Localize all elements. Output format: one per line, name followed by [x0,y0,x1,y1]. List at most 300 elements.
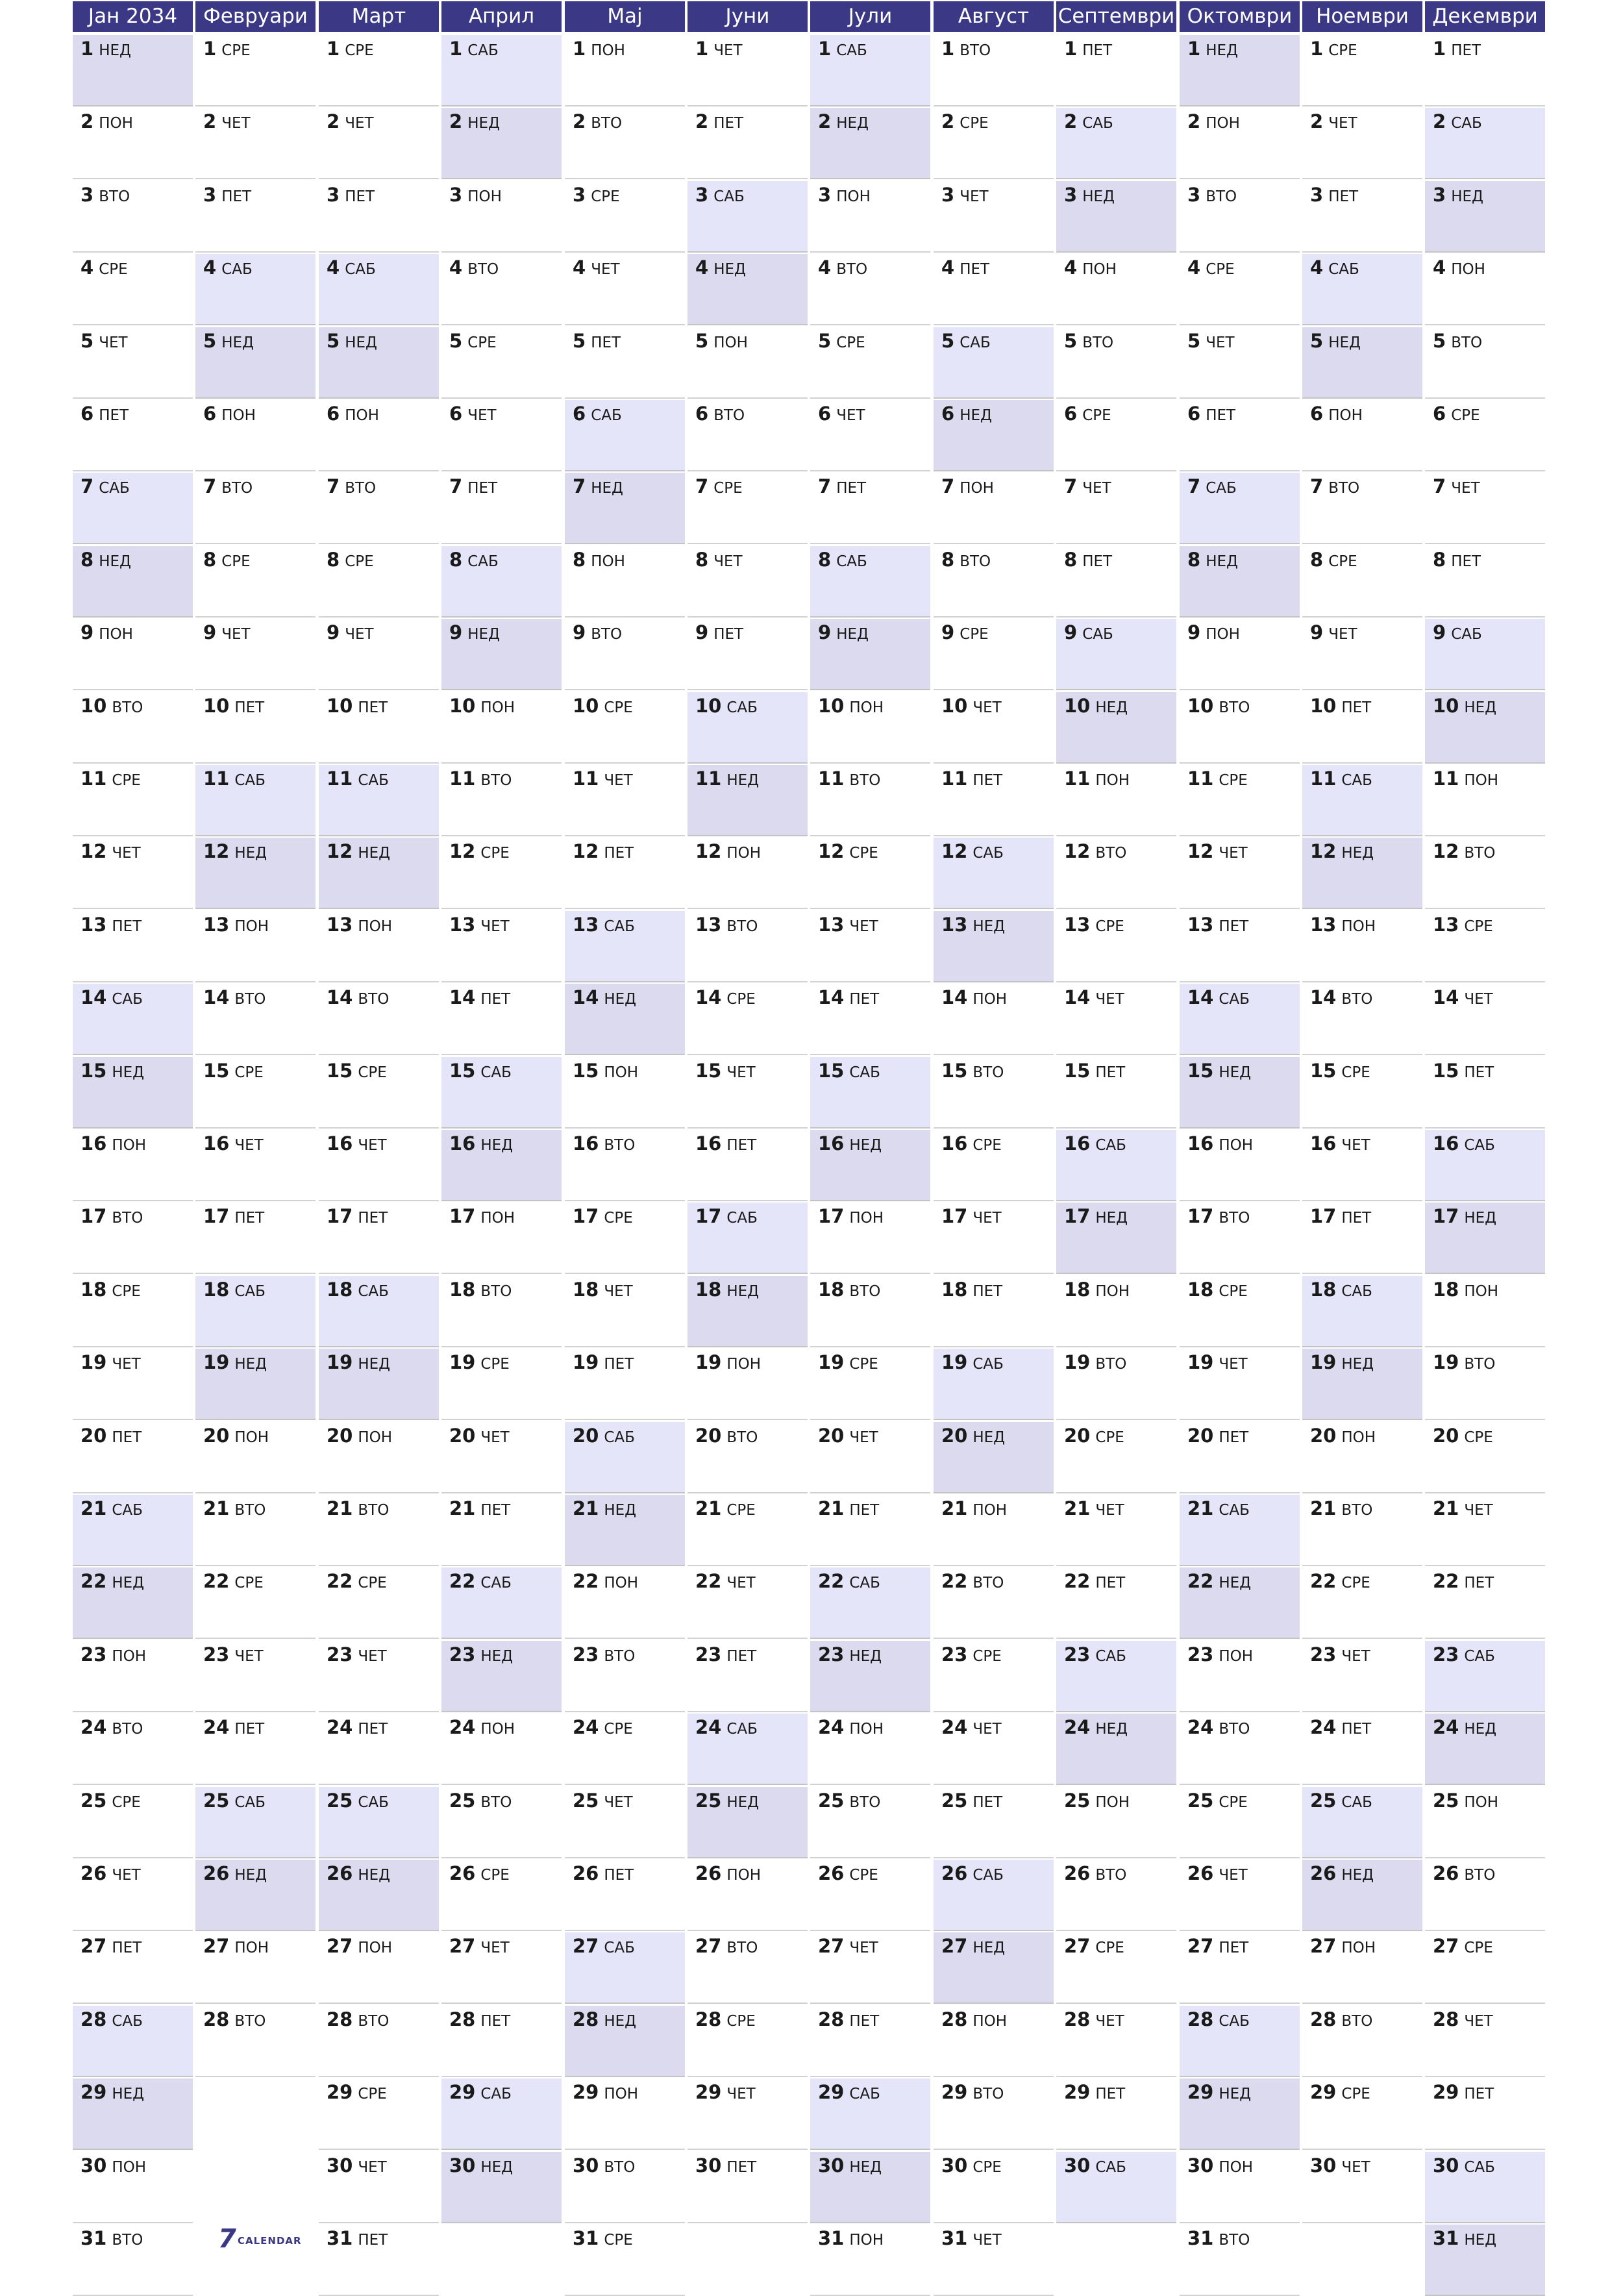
day-number: 22 СРЕ [327,1570,387,1592]
day-cell [1180,1932,1300,2004]
day-number: 31 ВТО [80,2227,143,2249]
day-cell [319,1860,439,1931]
day-number: 19 ЧЕТ [80,1351,141,1373]
day-cell [810,181,930,253]
day-number: 3 ЧЕТ [941,184,989,206]
weekday-label: ПОН [713,334,748,351]
day-number: 5 ВТО [1433,330,1483,352]
day-number: 25 СРЕ [1187,1790,1248,1812]
day-number: 26 ЧЕТ [80,1862,141,1884]
month-column [195,1,316,2030]
day-number: 26 СРЕ [449,1862,510,1884]
day-cell [441,2152,562,2223]
weekday-label: ЧЕТ [591,261,620,278]
day-number: 4 ВТО [818,256,868,279]
day-cell [319,473,439,544]
day-number: 7 ПЕТ [818,475,867,497]
weekday-label: ПОН [112,1648,147,1665]
day-number: 14 ПЕТ [818,986,880,1008]
day-number: 26 САБ [941,1862,1004,1884]
day-cell [565,1641,685,1712]
weekday-label: ЧЕТ [960,188,989,205]
day-number: 26 ПОН [695,1862,762,1884]
day-cell [319,838,439,909]
day-cell [73,2078,193,2150]
day-number: 2 НЕД [449,110,500,132]
weekday-label: СРЕ [836,334,865,351]
day-cell [1302,2006,1422,2077]
weekday-label: НЕД [1328,334,1361,351]
day-cell [687,35,808,106]
weekday-label: ПОН [1219,1137,1254,1154]
weekday-label: ЧЕТ [358,1137,387,1154]
brand-logo-mark: 7 [218,2224,236,2254]
day-number: 18 САБ [327,1279,389,1301]
day-cell [934,181,1054,253]
weekday-label: ПОН [467,188,502,205]
day-number: 15 ПЕТ [1064,1060,1126,1082]
day-number: 23 ПОН [80,1643,147,1666]
day-cell [195,181,316,253]
day-number: 23 ЧЕТ [203,1643,264,1666]
weekday-label: ПОН [1206,626,1240,643]
day-number: 9 СРЕ [941,621,989,643]
weekday-label: ПЕТ [604,1356,634,1373]
weekday-label: ЧЕТ [1464,2013,1493,2030]
day-number: 28 ВТО [203,2008,266,2030]
day-number: 3 ВТО [80,184,130,206]
weekday-label: ЧЕТ [1219,845,1248,862]
day-cell [565,1714,685,1785]
day-cell [687,1860,808,1931]
day-cell [195,254,316,325]
weekday-label: ПЕТ [726,2159,757,2176]
weekday-label: ЧЕТ [112,845,141,862]
weekday-label: САБ [1341,772,1372,789]
day-number: 25 СРЕ [80,1790,141,1812]
weekday-label: ПЕТ [960,261,990,278]
day-number: 28 ПЕТ [818,2008,880,2030]
day-number: 5 САБ [941,330,991,352]
day-number: 6 ЧЕТ [818,403,865,425]
weekday-label: СРЕ [1219,772,1248,789]
day-number: 10 НЕД [1433,695,1497,717]
weekday-label: ВТО [604,1648,636,1665]
day-number: 5 ВТО [1064,330,1114,352]
day-cell [1302,1495,1422,1566]
weekday-label: ПЕТ [1219,1940,1249,1956]
day-number: 20 ПОН [1310,1425,1376,1447]
weekday-label: ВТО [467,261,499,278]
day-cell [1180,546,1300,618]
day-number: 4 СРЕ [1187,256,1235,279]
day-cell [195,1349,316,1420]
day-cell [1056,1349,1176,1420]
day-number: 27 ПОН [327,1935,393,1957]
weekday-label: ПОН [480,1210,515,1227]
day-number: 14 ПЕТ [449,986,511,1008]
weekday-label: ВТО [1219,699,1250,716]
day-cell [810,108,930,179]
day-number: 20 САБ [573,1425,635,1447]
weekday-label: ЧЕТ [345,626,374,643]
day-cell [319,765,439,836]
weekday-label: ПЕТ [358,699,388,716]
weekday-label: САБ [234,1283,266,1300]
day-number: 2 САБ [1433,110,1482,132]
weekday-label: ПОН [972,991,1008,1008]
weekday-label: ПЕТ [1095,1064,1126,1081]
day-number: 3 НЕД [1064,184,1115,206]
day-number: 17 НЕД [1064,1205,1128,1227]
weekday-label: ПЕТ [972,772,1003,789]
day-number: 12 НЕД [1310,840,1374,862]
weekday-label: ПОН [345,407,379,424]
day-number: 29 ЧЕТ [695,2081,756,2103]
weekday-label: ВТО [1095,1356,1127,1373]
day-cell [1425,838,1545,909]
day-number: 19 ВТО [1433,1351,1496,1373]
day-number: 15 ВТО [941,1060,1004,1082]
day-number: 28 ВТО [327,2008,390,2030]
weekday-label: ПЕТ [345,188,375,205]
weekday-label: ПОН [1464,1283,1499,1300]
day-cell [1425,1860,1545,1931]
day-number: 24 ПЕТ [327,1716,388,1738]
day-number: 28 САБ [1187,2008,1250,2030]
day-cell [195,838,316,909]
day-cell [565,1567,685,1639]
day-number: 6 ПЕТ [80,403,129,425]
day-cell [1302,1787,1422,1858]
weekday-label: ЧЕТ [480,918,510,935]
weekday-label: ПЕТ [1095,2086,1126,2103]
day-number: 2 ПЕТ [695,110,744,132]
day-number: 4 ВТО [449,256,499,279]
weekday-label: ПОН [1451,261,1485,278]
day-number: 15 САБ [449,1060,512,1082]
day-cell [934,1860,1054,1931]
day-cell [1180,765,1300,836]
day-cell [319,35,439,106]
weekday-label: ЧЕТ [1341,1137,1370,1154]
weekday-label: ЧЕТ [1219,1356,1248,1373]
day-cell [934,2152,1054,2223]
weekday-label: ПОН [726,1867,762,1884]
month-column [687,1,808,2177]
day-number: 12 САБ [941,840,1004,862]
weekday-label: ПОН [1095,772,1130,789]
day-cell [810,254,930,325]
weekday-label: САБ [591,407,622,424]
day-number: 21 ПЕТ [449,1497,511,1519]
weekday-label: САБ [604,1940,635,1956]
day-cell [319,1932,439,2004]
day-number: 3 СРЕ [573,184,620,206]
day-number: 19 НЕД [203,1351,267,1373]
weekday-label: СРЕ [726,1502,756,1519]
weekday-label: СРЕ [1082,407,1111,424]
day-cell [565,619,685,690]
day-cell [1056,984,1176,1055]
weekday-label: ПОН [480,699,515,716]
day-number: 4 САБ [1310,256,1359,279]
day-number: 23 ПЕТ [695,1643,757,1666]
day-number: 9 НЕД [449,621,500,643]
day-number: 14 ЧЕТ [1064,986,1124,1008]
weekday-label: ЧЕТ [604,772,633,789]
day-number: 3 ПОН [818,184,871,206]
weekday-label: НЕД [1095,699,1128,716]
day-cell [810,1057,930,1129]
day-number: 28 СРЕ [695,2008,756,2030]
weekday-label: ЧЕТ [234,1137,264,1154]
weekday-label: ПЕТ [112,1940,142,1956]
weekday-label: СРЕ [480,845,510,862]
weekday-label: ПЕТ [1219,918,1249,935]
weekday-label: ВТО [1206,188,1237,205]
day-number: 6 ВТО [695,403,745,425]
day-cell [1180,1349,1300,1420]
day-cell [934,1422,1054,1493]
day-number: 28 ЧЕТ [1064,2008,1124,2030]
month-header: Ноември [1302,1,1422,32]
day-cell [195,765,316,836]
day-number: 9 ПЕТ [695,621,744,643]
day-cell [1180,108,1300,179]
day-cell [687,1567,808,1639]
month-header: Јуни [687,1,808,32]
day-number: 25 ЧЕТ [573,1790,633,1812]
weekday-label: НЕД [849,1137,882,1154]
day-cell [319,1567,439,1639]
day-number: 16 САБ [1433,1132,1495,1154]
day-number: 15 НЕД [80,1060,145,1082]
weekday-label: НЕД [1464,2232,1497,2249]
weekday-label: САБ [1451,115,1482,132]
weekday-label: ПЕТ [112,1429,142,1446]
weekday-label: ПОН [972,2013,1008,2030]
day-number: 19 СРЕ [449,1351,510,1373]
day-number: 28 ПЕТ [449,2008,511,2030]
day-number: 27 ВТО [695,1935,758,1957]
weekday-label: НЕД [726,772,760,789]
weekday-label: ПОН [112,2159,147,2176]
weekday-label: ПЕТ [1095,1575,1126,1591]
weekday-label: САБ [713,188,745,205]
weekday-label: ПЕТ [849,991,880,1008]
day-number: 10 НЕД [1064,695,1128,717]
day-cell [319,911,439,982]
weekday-label: НЕД [972,1940,1006,1956]
weekday-label: НЕД [1082,188,1115,205]
day-cell [195,1276,316,1347]
day-cell [441,327,562,399]
day-number: 31 СРЕ [573,2227,633,2249]
day-cell [73,1057,193,1129]
day-cell [441,765,562,836]
day-cell [319,619,439,690]
weekday-label: ЧЕТ [1328,115,1357,132]
weekday-label: САБ [112,2013,143,2030]
weekday-label: НЕД [1095,1721,1128,1738]
day-number: 22 САБ [449,1570,512,1592]
day-cell [1056,1932,1176,2004]
day-cell [441,1422,562,1493]
day-number: 30 САБ [1433,2154,1495,2177]
day-number: 9 ЧЕТ [203,621,251,643]
day-cell [1056,1276,1176,1347]
day-number: 18 СРЕ [80,1279,141,1301]
weekday-label: НЕД [1206,553,1238,570]
weekday-label: ПОН [234,918,269,935]
day-number: 7 ПОН [941,475,994,497]
day-cell [1056,35,1176,106]
day-number: 21 ПЕТ [818,1497,880,1519]
day-number: 19 СРЕ [818,1351,878,1373]
day-number: 30 ПЕТ [695,2154,757,2177]
weekday-label: ПЕТ [480,1502,511,1519]
weekday-label: СРЕ [112,1794,141,1811]
day-cell [1302,546,1422,618]
weekday-label: НЕД [221,334,254,351]
day-cell [441,1495,562,1566]
day-cell [934,2225,1054,2296]
day-number: 5 ПОН [695,330,748,352]
weekday-label: НЕД [1341,1867,1374,1884]
day-cell [1180,2006,1300,2077]
weekday-label: ПЕТ [726,1648,757,1665]
day-number: 15 НЕД [1187,1060,1252,1082]
weekday-label: СРЕ [960,626,989,643]
month-header: Септември [1056,1,1176,32]
day-cell [1056,1203,1176,1274]
day-number: 1 САБ [818,38,867,60]
weekday-label: НЕД [234,1867,267,1884]
day-number: 25 САБ [1310,1790,1372,1812]
weekday-label: НЕД [1464,1210,1497,1227]
day-number: 15 САБ [818,1060,880,1082]
day-cell [73,1276,193,1347]
day-number: 15 ПОН [573,1060,639,1082]
weekday-label: ПЕТ [480,991,511,1008]
day-cell [1180,400,1300,471]
weekday-label: СРЕ [234,1064,264,1081]
day-cell [195,1714,316,1785]
day-cell [1056,400,1176,471]
weekday-label: ПОН [849,2232,884,2249]
weekday-label: ВТО [1464,1356,1496,1373]
weekday-label: САБ [604,918,635,935]
day-cell [810,1641,930,1712]
day-cell [319,1787,439,1858]
day-cell [1180,473,1300,544]
day-number: 1 ЧЕТ [695,38,743,60]
day-cell [73,1641,193,1712]
day-number: 5 СРЕ [449,330,497,352]
weekday-label: ВТО [480,1794,512,1811]
day-number: 10 ЧЕТ [941,695,1002,717]
day-cell [441,1276,562,1347]
day-number: 8 ЧЕТ [695,549,743,571]
day-cell [1425,473,1545,544]
weekday-label: ВТО [726,1429,758,1446]
day-cell [195,2006,316,2077]
day-cell [687,619,808,690]
day-number: 19 ЧЕТ [1187,1351,1248,1373]
day-cell [73,35,193,106]
day-number: 17 СРЕ [573,1205,633,1227]
day-cell [441,1349,562,1420]
day-cell [1425,546,1545,618]
weekday-label: ПЕТ [836,480,867,497]
day-cell [1425,1495,1545,1566]
weekday-label: СРЕ [849,845,878,862]
day-cell [319,327,439,399]
day-number: 31 ЧЕТ [941,2227,1002,2249]
day-number: 29 СРЕ [327,2081,387,2103]
weekday-label: ПОН [234,1940,269,1956]
day-cell [1056,1495,1176,1566]
day-number: 7 САБ [1187,475,1237,497]
day-cell [441,254,562,325]
weekday-label: ПОН [358,1940,393,1956]
day-cell [1180,327,1300,399]
day-number: 13 ПЕТ [1187,914,1249,936]
weekday-label: ПОН [1082,261,1117,278]
day-number: 8 СРЕ [1310,549,1357,571]
day-cell [1425,2006,1545,2077]
day-cell [1056,765,1176,836]
day-cell [1180,1787,1300,1858]
day-number: 20 ПЕТ [80,1425,142,1447]
day-number: 26 ВТО [1433,1862,1496,1884]
day-number: 21 ЧЕТ [1433,1497,1493,1519]
month-column [565,1,685,2249]
day-number: 10 ПОН [449,695,515,717]
day-cell [934,1714,1054,1785]
day-cell [1302,400,1422,471]
day-number: 27 ЧЕТ [818,1935,878,1957]
day-cell [810,2078,930,2150]
weekday-label: ЧЕТ [713,553,743,570]
day-cell [1056,181,1176,253]
month-header: Декември [1425,1,1545,32]
day-number: 14 САБ [1187,986,1250,1008]
day-cell [934,327,1054,399]
weekday-label: САБ [604,1429,635,1446]
day-cell [687,765,808,836]
day-cell [1180,2078,1300,2150]
weekday-label: САБ [726,699,758,716]
day-number: 29 ПЕТ [1433,2081,1494,2103]
day-number: 29 СРЕ [1310,2081,1370,2103]
day-cell [441,692,562,764]
day-number: 3 ВТО [1187,184,1237,206]
day-number: 7 ПЕТ [449,475,498,497]
weekday-label: САБ [1095,1137,1126,1154]
day-cell [934,254,1054,325]
weekday-label: СРЕ [1341,2086,1370,2103]
weekday-label: СРЕ [1219,1283,1248,1300]
weekday-label: СРЕ [112,1283,141,1300]
day-number: 12 ПЕТ [573,840,634,862]
weekday-label: САБ [99,480,130,497]
day-number: 11 ВТО [449,767,512,790]
weekday-label: НЕД [358,1356,391,1373]
weekday-label: ПОН [960,480,994,497]
day-cell [687,838,808,909]
